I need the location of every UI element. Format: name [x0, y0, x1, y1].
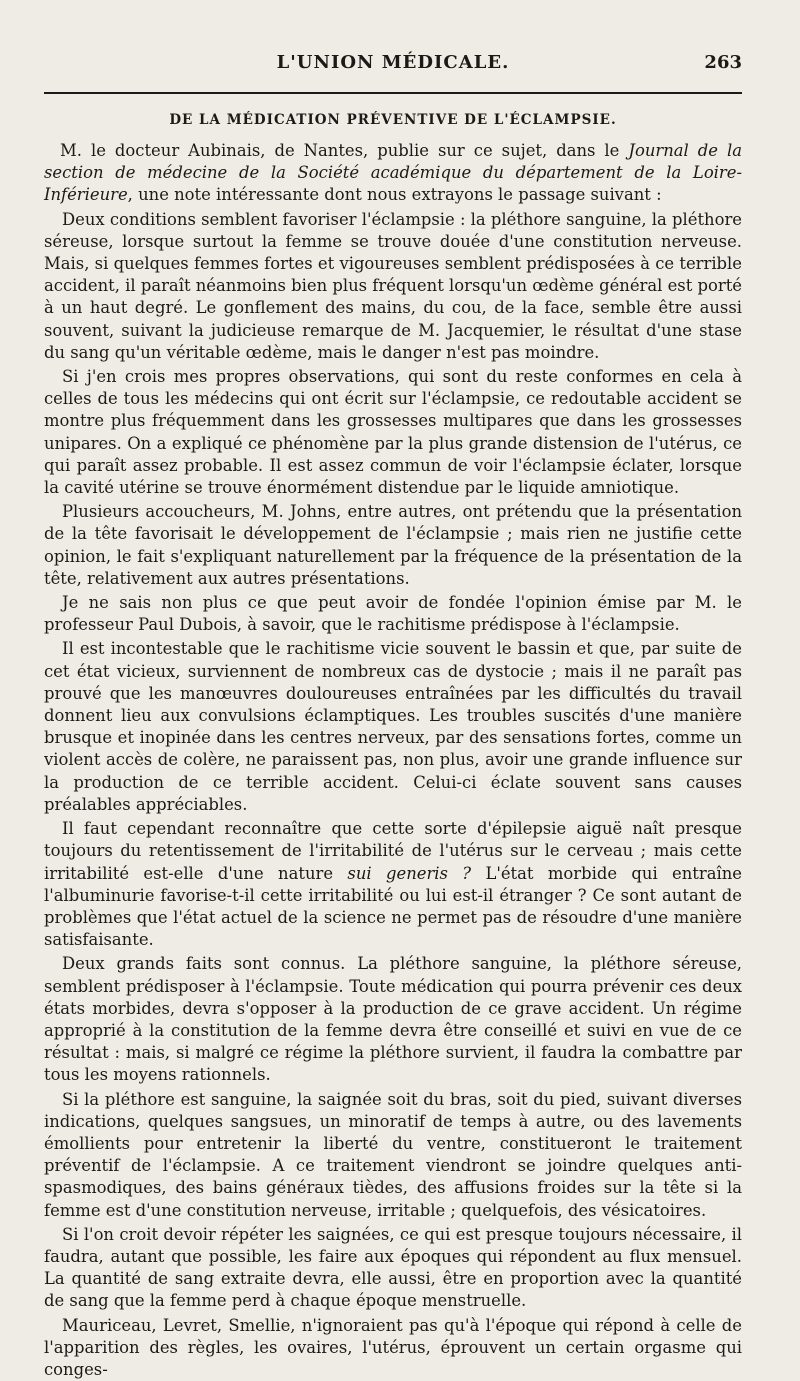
running-head — [44, 52, 742, 82]
paragraph-sui-generis — [44, 818, 742, 951]
para-text-1: Il faut cependant reconnaître que cette sorte d'épilepsie aiguë naît presque toujours du retentissement de l'irritabilité de l'utérus sur le cerveau ; mais cette irritabilité est-elle d'une nature — [44, 819, 742, 883]
paragraph: Mauriceau, Levret, Smellie, n'ignoraient pas qu'à l'époque qui répond à celle de l'apparition des règles, les ovaires, l'utérus, éprouvent un certain orgasme qui conges- — [44, 1315, 742, 1379]
paragraph: Si l'on croit devoir répéter les saignées, ce qui est presque toujours nécessaire, il faudra, autant que possible, les faire aux époques qui répondent au flux mensuel. La quantité de sang extraite devra, elle aussi, être en proportion avec la quantité de sang que la femme perd à chaque époque menstruelle. — [44, 1224, 742, 1311]
article-body — [44, 140, 742, 1381]
paragraph: Deux grands faits sont connus. La pléthore sanguine, la pléthore séreuse, semblent prédisposer à l'éclampsie. Toute médication qui pourra prévenir ces deux états morbides, devra s'opposer à la production de ce grave accident. Un régime approprié à la constitution de la femme devra être conseillé et suivi en vue de ce résultat : mais, si malgré ce régime la pléthore survient, il faudra la combattre par tous les moyens rationnels. — [44, 954, 742, 1085]
intro-text-2: , une note intéressante dont nous extrayons le passage suivant : — [127, 185, 662, 205]
journal-title: L'UNION MÉDICALE. — [276, 52, 510, 73]
header-rule — [44, 92, 742, 94]
intro-paragraph — [44, 140, 742, 207]
para-text-2: L'état morbide qui entraîne l'albuminurie favorise-t-il cette irritabilité ou lui est-il étranger ? Ce sont autant de problèmes que l'état actuel de la science ne permet pas de résoudre d'une manière satisfaisante. — [44, 863, 742, 950]
section-title: DE LA MÉDICATION PRÉVENTIVE DE L'ÉCLAMPSIE. — [169, 112, 617, 128]
paragraph: Il est incontestable que le rachitisme vicie souvent le bassin et que, par suite de cet état vicieux, surviennent de nombreux cas de dystocie ; mais il ne paraît pas prouvé que les manœuvres douloureuses entraînées par les difficultés du travail donnent lieu aux convulsions éclamptiques. Les troubles suscités d'une manière brusque et inopinée dans les centres nerveux, par des sensations fortes, comme un violent accès de colère, ne paraissent pas, non plus, avoir une grande influence sur la production de ce terrible accident. Celui-ci éclate souvent sans causes préalables appréciables. — [44, 639, 742, 814]
paragraph: Je ne sais non plus ce que peut avoir de fondée l'opinion émise par M. le professeur Paul Dubois, à savoir, que le rachitisme prédispose à l'éclampsie. — [44, 593, 742, 635]
paragraph: Deux conditions semblent favoriser l'éclampsie : la pléthore sanguine, la pléthore séreuse, lorsque surtout la femme se trouve douée d'une constitution nerveuse. Mais, si quelques femmes fortes et vigoureuses semblent prédisposées à ce terrible accident, il paraît néanmoins bien plus fréquent lorsqu'un œdème général est porté à un haut degré. Le gonflement des mains, du cou, de la face, semble être aussi souvent, suivant la judicieuse remarque de M. Jacquemier, le résultat d'une stase du sang qu'un véritable œdème, mais le danger n'est pas moindre. — [44, 209, 743, 362]
page-number: 263 — [704, 52, 742, 73]
journal-name: Journal de la section de médecine de la Société académique du département de la Loire-Inférieure — [44, 141, 742, 205]
intro-text-1: M. le docteur Aubinais, de Nantes, publie sur ce sujet, dans le — [60, 141, 629, 160]
paragraph: Si la pléthore est sanguine, la saignée soit du bras, soit du pied, suivant diverses indications, quelques sangsues, un minoratif de temps à autre, ou des lavements émollients pour entretenir la liberté du ventre, constitueront le traitement préventif de l'éclampsie. A ce traitement viendront se joindre quelques anti-spasmodiques, des bains généraux tièdes, des affusions froides sur la tête si la femme est d'une constitution nerveuse, irritable ; quelquefois, des vésicatoires. — [44, 1089, 742, 1220]
paragraph: Si j'en crois mes propres observations, qui sont du reste conformes en cela à celles de tous les médecins qui ont écrit sur l'éclampsie, ce redoutable accident se montre plus fréquemment dans les grossesses multipares que dans les grossesses unipares. On a expliqué ce phénomène par la plus grande distension de l'utérus, ce qui paraît assez probable. Il est assez commun de voir l'éclampsie éclater, lorsque la cavité utérine se trouve énormément distendue par le liquide amniotique. — [44, 367, 742, 498]
latin-phrase: sui generis ? — [347, 863, 472, 883]
paragraph: Plusieurs accoucheurs, M. Johns, entre autres, ont prétendu que la présentation de la tête favorisait le développement de l'éclampsie ; mais rien ne justifie cette opinion, le fait s'expliquant naturellement par la fréquence de la présentation de la tête, relativement aux autres présentations. — [44, 502, 742, 588]
